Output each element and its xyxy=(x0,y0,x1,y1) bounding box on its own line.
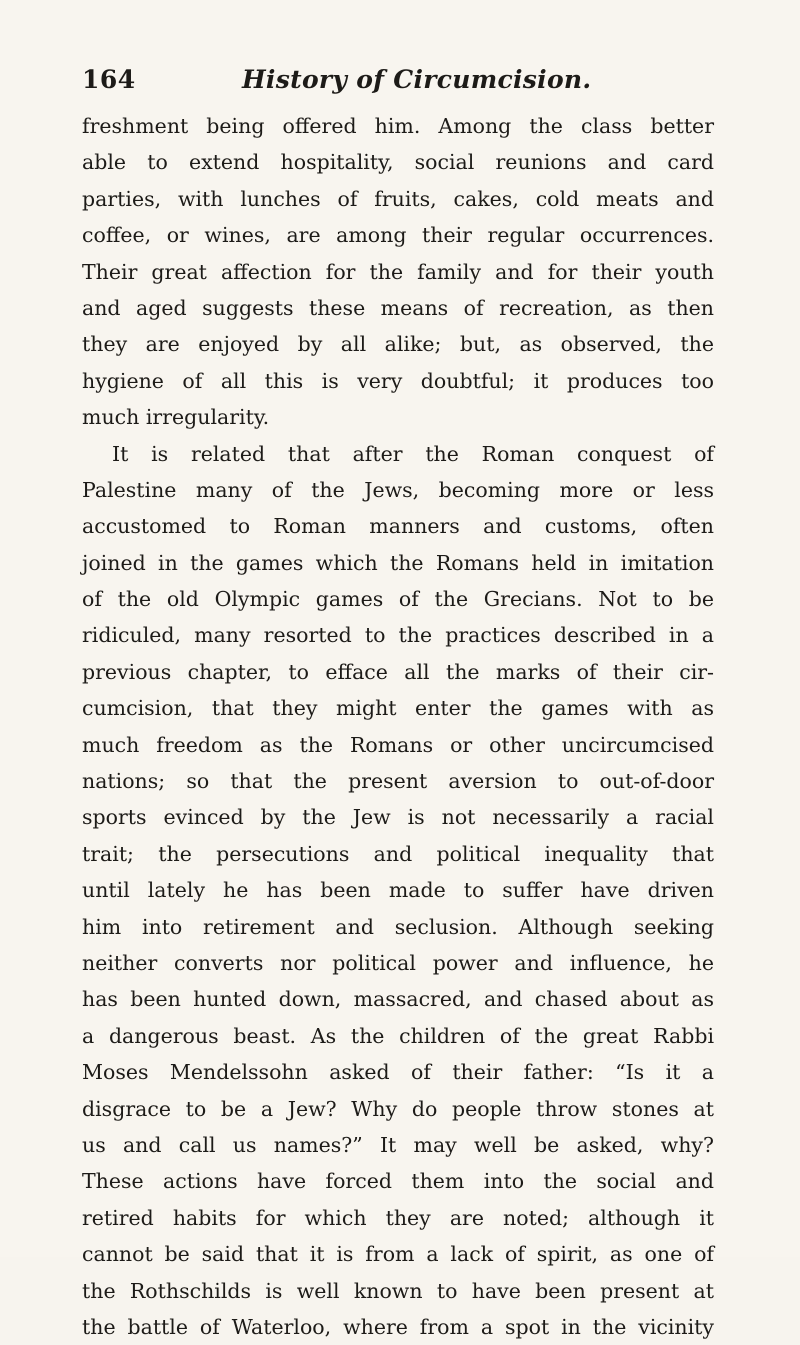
text-line: previous chapter, to efface all the marks of their cir- xyxy=(82,659,714,684)
text-line: accustomed to Roman manners and customs, often xyxy=(82,514,714,539)
page-number: 164 xyxy=(82,65,136,94)
running-title: History of Circumcision. xyxy=(242,65,592,94)
text-line: disgrace to be a Jew? Why do people throw stones at xyxy=(82,1096,714,1121)
text-line: neither converts nor political power and influence, he xyxy=(82,950,714,975)
text-line: trait; the persecutions and political inequality that xyxy=(82,841,714,866)
text-line: cumcision, that they might enter the games with as xyxy=(82,696,714,721)
text-line: Moses Mendelssohn asked of their father: “Is it a xyxy=(82,1060,714,1085)
text-line: ridiculed, many resorted to the practices described in a xyxy=(82,623,714,648)
text-line: the battle of Waterloo, where from a spot in the vicinity xyxy=(82,1314,714,1339)
text-line: sports evinced by the Jew is not necessarily a racial xyxy=(82,805,714,830)
text-line: nations; so that the present aversion to out-of-door xyxy=(82,769,714,794)
text-line: hygiene of all this is very doubtful; it produces too xyxy=(82,368,714,393)
text-line: of the old Olympic games of the Grecians. Not to be xyxy=(82,587,714,612)
text-line: and aged suggests these means of recreation, as then xyxy=(82,295,714,320)
text-line: until lately he has been made to suffer have driven xyxy=(82,878,714,903)
text-line: much freedom as the Romans or other uncircumcised xyxy=(82,732,714,757)
text-line: It is related that after the Roman conquest of xyxy=(112,441,714,466)
text-line: These actions have forced them into the social and xyxy=(82,1169,714,1194)
text-line: the Rothschilds is well known to have been present at xyxy=(82,1278,714,1303)
text-line: him into retirement and seclusion. Although seeking xyxy=(82,914,714,939)
text-line: retired habits for which they are noted; although it xyxy=(82,1205,714,1230)
text-line: parties, with lunches of fruits, cakes, cold meats and xyxy=(82,186,714,211)
text-line: us and call us names?” It may well be asked, why? xyxy=(82,1132,714,1157)
text-line: Their great affection for the family and for their youth xyxy=(82,259,714,284)
text-line: coffee, or wines, are among their regular occurrences. xyxy=(82,223,714,248)
text-line: a dangerous beast. As the children of the great Rabbi xyxy=(82,1023,714,1048)
text-line: joined in the games which the Romans held in imitation xyxy=(82,550,714,575)
text-line: able to extend hospitality, social reunions and card xyxy=(82,150,714,175)
text-line: much irregularity. xyxy=(82,405,270,430)
text-line: has been hunted down, massacred, and chased about as xyxy=(82,987,714,1012)
page-header xyxy=(82,62,718,98)
text-line: they are enjoyed by all alike; but, as observed, the xyxy=(82,332,714,357)
text-line: freshment being offered him. Among the class better xyxy=(82,114,714,138)
text-line: cannot be said that it is from a lack of spirit, as one of xyxy=(82,1242,714,1267)
body-text xyxy=(82,108,714,1345)
text-line: Palestine many of the Jews, becoming more or less xyxy=(82,477,714,502)
